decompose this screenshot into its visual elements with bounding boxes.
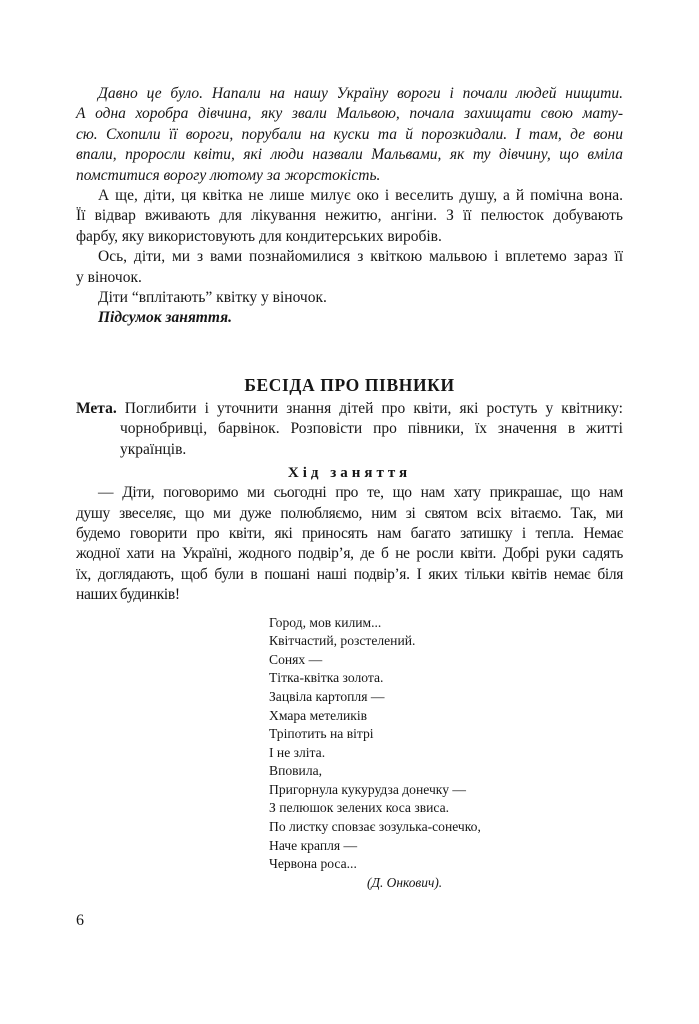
text-line: сю. Схопили її вороги, порубали на куски та й порозкидали. І там, де вони	[76, 125, 623, 143]
poem-line: Тітка-квітка золота.	[269, 670, 384, 686]
poem-line: Пригорнула кукурудза донечку —	[269, 781, 466, 797]
legend-paragraph	[76, 84, 623, 186]
goal-label: Мета.	[76, 399, 117, 417]
poem-line: Хмара метеликів	[269, 707, 368, 723]
poem-author: (Д. Онкович).	[367, 874, 443, 890]
text-line: жодної хати на Україні, жодного подвір’я, де б не росли квіти. Добрі руки садять	[76, 545, 623, 563]
poem-line: Зацвіла картопля —	[269, 688, 385, 704]
goal-line: українців.	[120, 440, 187, 458]
paragraph-medicinal	[76, 186, 623, 247]
page-content	[76, 84, 623, 892]
poem-line: Вповила,	[269, 763, 323, 779]
poem-line: З пелюшок зелених коса звиса.	[269, 800, 450, 816]
poem-line: Город, мов килим...	[269, 614, 382, 630]
text-line: їх, доглядають, щоб були в пошані наші подвір’я. І яких тільки квітів немає біля	[76, 565, 623, 583]
text-line: помститися ворогу лютому за жорстокість.	[76, 166, 381, 184]
poem-line: Квітчастий, розстелений.	[269, 633, 416, 649]
poem-line: Червона роса...	[269, 856, 357, 872]
text-line: Її відвар вживають для лікування нежитю, ангіни. З її пелюсток добувають	[76, 207, 623, 225]
goal-first-line	[76, 399, 623, 419]
text-line: А ще, діти, ця квітка не лише милує око і веселить душу, а й помічна вона.	[98, 187, 623, 205]
page-number: 6	[76, 912, 84, 929]
text-line: наших будинків!	[76, 586, 180, 604]
summary-label: Підсумок заняття.	[98, 309, 232, 327]
poem-line: Сонях —	[269, 651, 323, 667]
text-line: Ось, діти, ми з вами познайомилися з квіткою мальвою і вплетемо зараз її	[98, 248, 623, 266]
lesson-progress-heading: Хід заняття	[287, 465, 412, 482]
text-line: впали, проросли квіти, які люди назвали Мальвами, як ту дівчину, що вміла	[76, 146, 623, 164]
text-line: душу звеселяє, що ми дуже полюбляємо, ним зі святом всіх вітаємо. Так, ми	[76, 504, 623, 522]
poem-line: По листку сповзає зозулька-сонечко,	[269, 819, 481, 835]
goal-line: чорнобривці, барвінок. Розповісти про півники, їх значення в житті	[120, 420, 623, 438]
text-line: — Діти, поговоримо ми сьогодні про те, що нам хату прикрашає, що нам	[98, 484, 623, 502]
paragraph-wreath	[76, 247, 623, 288]
paragraph-activity: Діти “вплітають” квітку у віночок.	[98, 289, 327, 307]
poem-line: Наче крапля —	[269, 837, 358, 853]
text-line: Давно це було. Напали на нашу Україну вороги і почали людей нищити.	[98, 85, 623, 102]
goal-block	[76, 399, 623, 460]
goal-text: Поглибити і уточнити знання дітей про квіти, які ростуть у квітнику:	[124, 399, 623, 417]
text-line: фарбу, яку використовують для кондитерських виробів.	[76, 227, 442, 245]
poem	[269, 614, 623, 892]
section-heading: БЕСІДА ПРО ПІВНИКИ	[244, 374, 455, 395]
poem-line: Тріпотить на вітрі	[269, 726, 374, 742]
text-line: А одна хоробра дівчина, яку звали Мальвою, почала захищати свою мату-	[76, 105, 623, 123]
poem-line: І не зліта.	[269, 744, 326, 760]
teacher-talk-paragraph	[76, 483, 623, 605]
text-line: будемо говорити про квіти, які приносять нам багато затишку і тепла. Немає	[76, 524, 623, 542]
text-line: у віночок.	[76, 268, 142, 286]
